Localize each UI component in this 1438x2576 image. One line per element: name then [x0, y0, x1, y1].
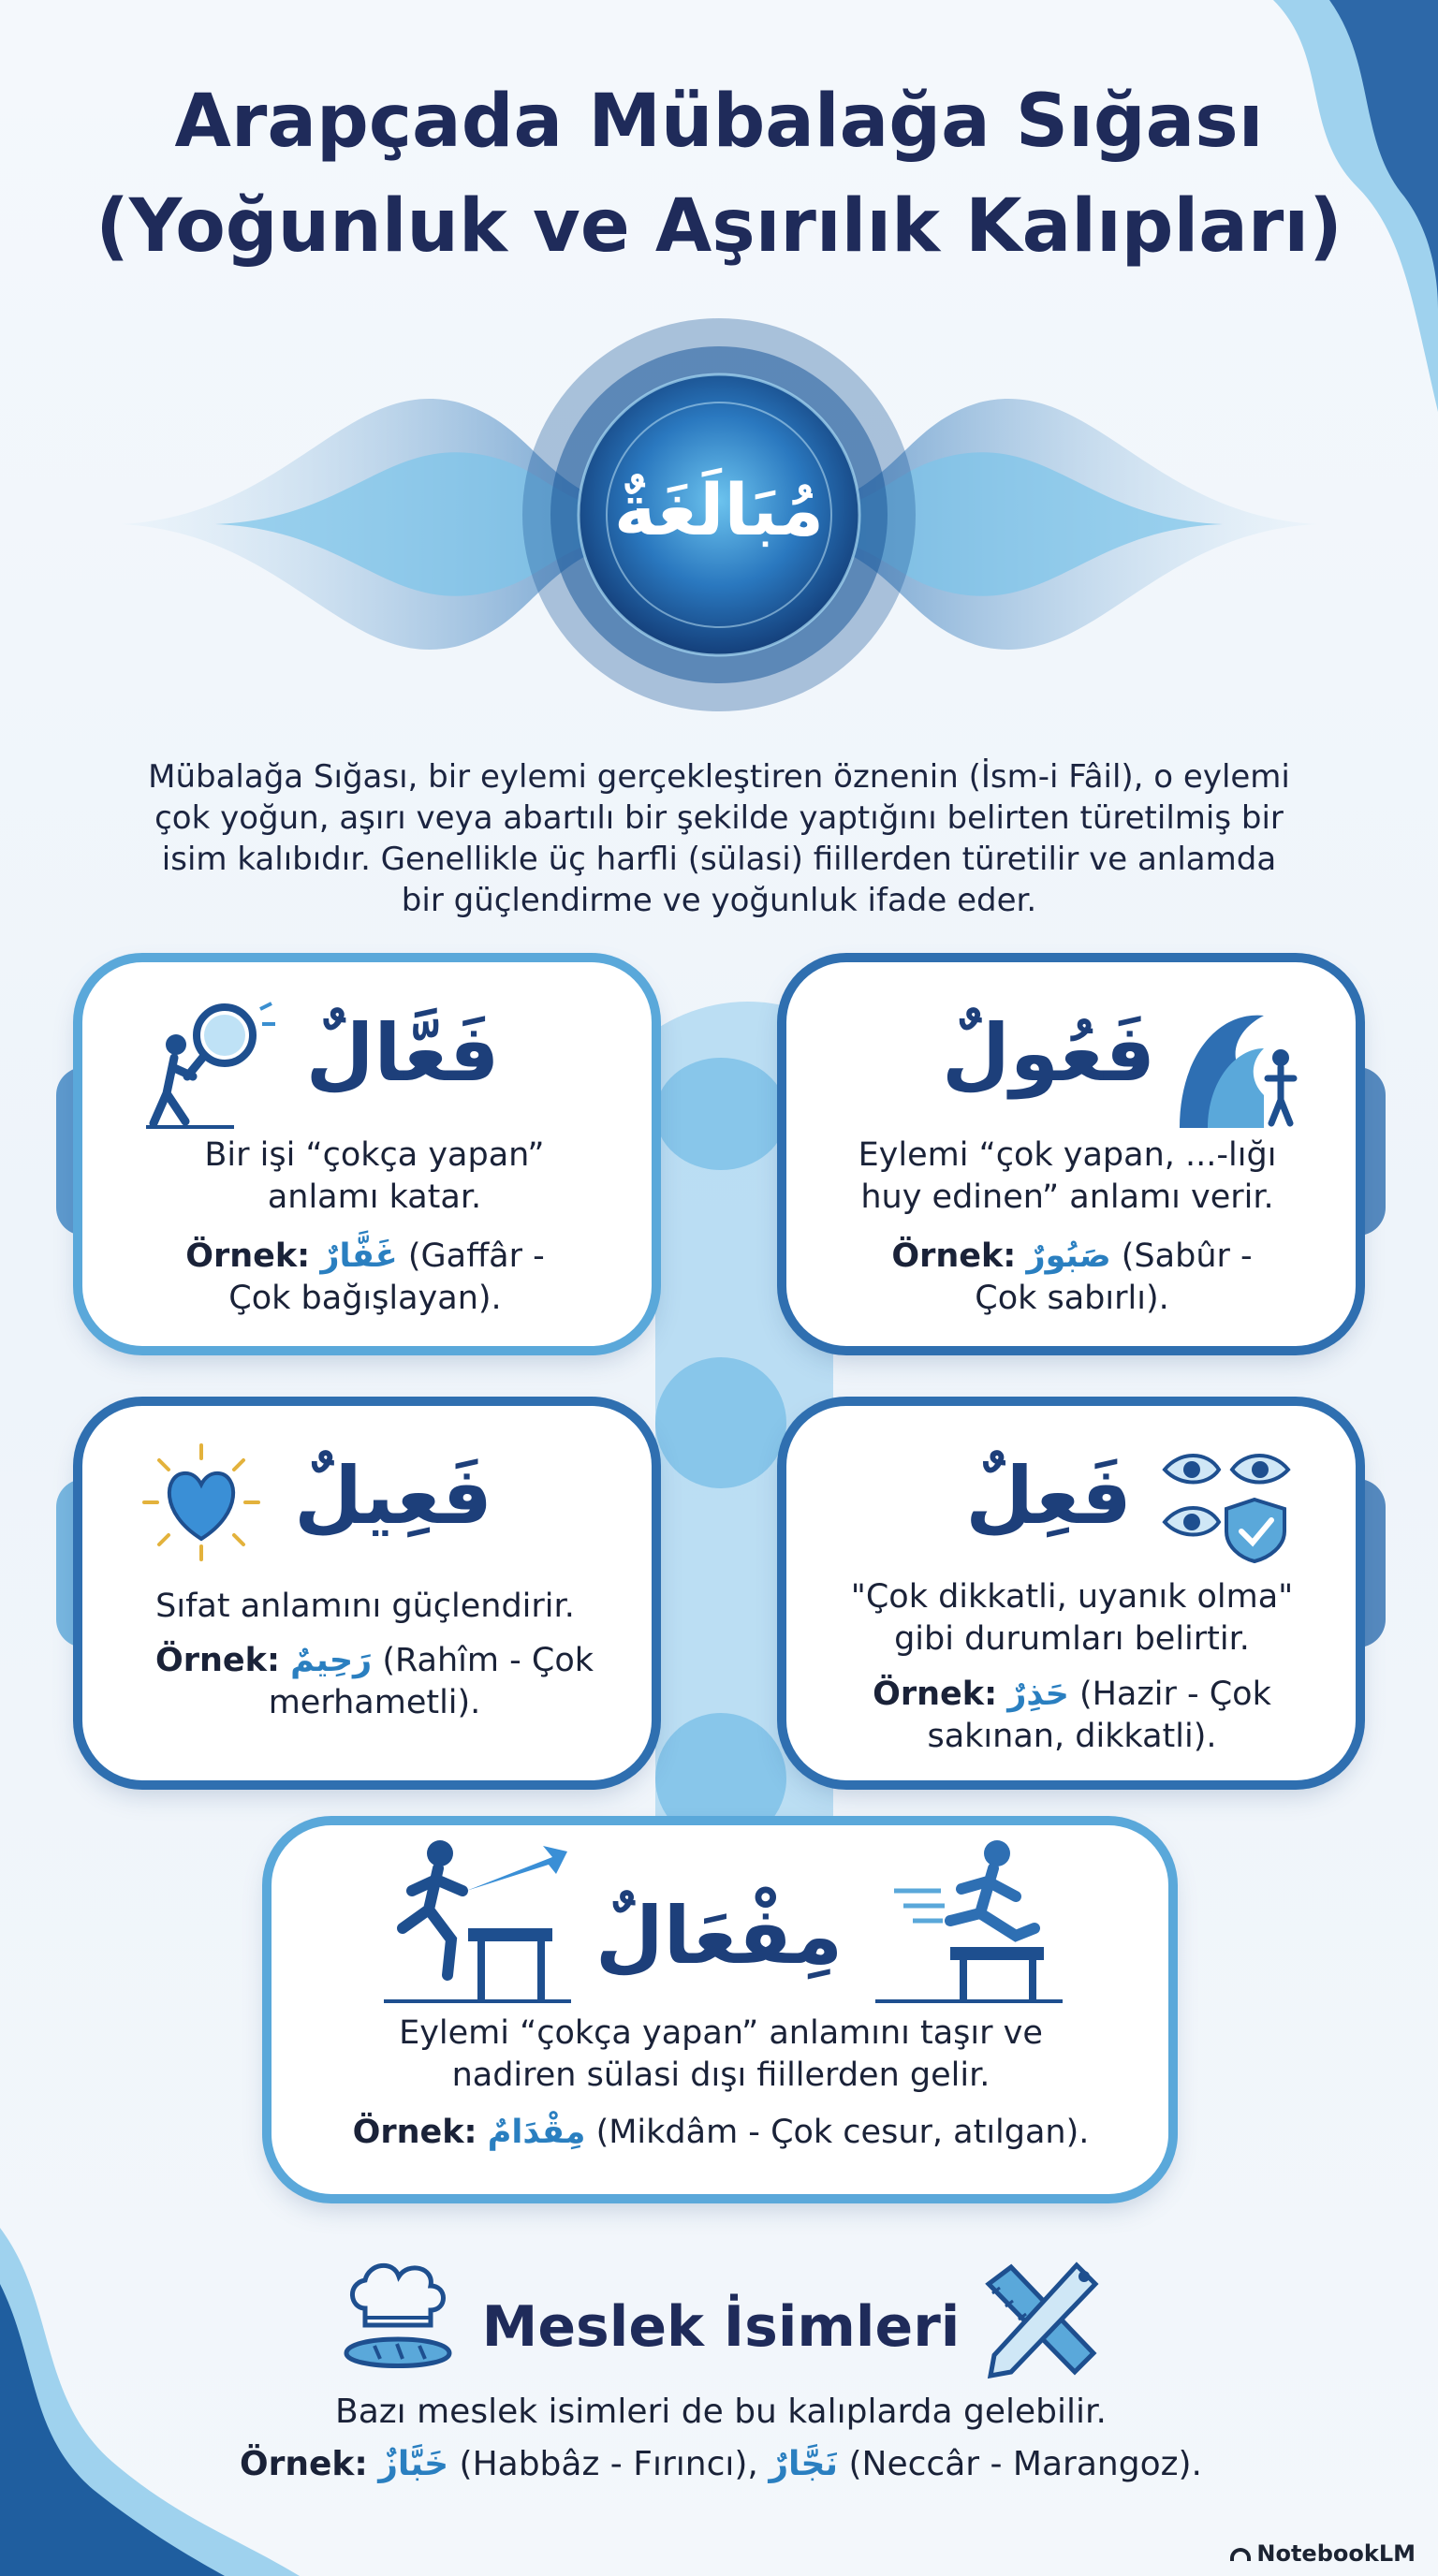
example-label: Örnek:: [352, 2114, 477, 2151]
intro-paragraph: Mübalağa Sığası, bir eylemi gerçekleştiren öznenin (İsm-i Fâil), o eylemi çok yoğun, aşırı veya abartılı bir şekilde yaptığını belirten türetilmiş bir isim kalıbıdır. Genellikle üç harfli (sülasi) fiillerden türetilir ve anlamda bir güçlendirme ve yoğunluk ifade eder.: [148, 758, 1290, 919]
example-arabic-gaffar: غَفَّارٌ: [320, 1237, 398, 1275]
saw-wood-icon: [974, 2256, 1105, 2387]
card-fail-short-example: [843, 1674, 1301, 1758]
hurdle-runner-icon: [875, 1835, 1063, 2003]
pattern-fail: فَعِيلٌ: [294, 1450, 492, 1542]
hurdle-runner-icon: [384, 1835, 571, 2003]
notebooklm-logo-icon: [1230, 2548, 1251, 2561]
card-fail-desc: Sıfat anlamını güçlendirir.: [155, 1588, 575, 1625]
heart-icon: [140, 1442, 262, 1563]
card-mifal-example: [309, 2112, 1133, 2154]
professions-examples: [159, 2443, 1283, 2485]
brand-label: NotebookLM: [1256, 2540, 1416, 2567]
card-mifal-desc: Eylemi “çokça yapan” anlamını taşır ve nadiren sülasi dışı fiillerden gelir.: [399, 2014, 1043, 2094]
example-text-rahim: (Rahîm - Çok merhametli).: [268, 1642, 594, 1721]
example-text-hazir: (Hazir - Çok sakınan, dikkatli).: [927, 1676, 1271, 1755]
example-label: Örnek:: [239, 2445, 368, 2483]
card-faal-desc: Bir işi “çokça yapan” anlamı katar.: [204, 1136, 545, 1216]
search-person-icon: [140, 990, 281, 1131]
example-arabic-rahim: رَحِيمٌ: [290, 1642, 373, 1679]
example-text-habbaz: (Habbâz - Fırıncı),: [459, 2445, 758, 2483]
example-label: Örnek:: [185, 1237, 311, 1275]
chef-hat-bread-icon: [337, 2256, 459, 2378]
example-text-neccar: (Neccâr - Marangoz).: [848, 2445, 1202, 2483]
example-arabic-mikdam: مِقْدَامٌ: [487, 2114, 586, 2151]
card-fail-example: [150, 1640, 599, 1724]
example-text-gaffar: (Gaffâr - Çok bağışlayan).: [228, 1237, 545, 1317]
notebooklm-brand: [1230, 2540, 1416, 2567]
pattern-fail-short: فَعِلٌ: [965, 1450, 1132, 1542]
card-fauul-desc: Eylemi “çok yapan, ...-lığı huy edinen” anlamı verir.: [858, 1136, 1277, 1216]
professions-title: Meslek İsimleri: [481, 2294, 961, 2360]
example-arabic-neccar: نَجَّارٌ: [769, 2445, 839, 2483]
example-text-mikdam: (Mikdâm - Çok cesur, atılgan).: [595, 2114, 1090, 2151]
example-arabic-sabur: صَبُورٌ: [1026, 1237, 1111, 1275]
example-label: Örnek:: [155, 1642, 280, 1679]
pattern-faal: فَعَّالٌ: [305, 1007, 500, 1099]
pattern-fauul: فَعُولٌ: [942, 1007, 1155, 1099]
page-title-line1: Arapçada Mübalağa Sığası: [174, 80, 1264, 164]
card-faal-example: [159, 1236, 571, 1320]
page-title-line2: (Yoğunluk ve Aşırılık Kalıpları): [95, 184, 1343, 269]
wave-person-icon: [1170, 992, 1311, 1133]
example-arabic-hazir: حَذِرٌ: [1007, 1676, 1069, 1713]
hero-arabic-word: مُبَالَغَةٌ: [613, 468, 825, 551]
example-text-sabur: (Sabûr - Çok sabırlı).: [975, 1237, 1253, 1317]
card-fail-short-desc: "Çok dikkatli, uyanık olma" gibi durumları belirtir.: [850, 1578, 1294, 1658]
example-arabic-habbaz: خَبَّازٌ: [378, 2445, 449, 2483]
card-fauul-example: [861, 1236, 1283, 1320]
pattern-mifal: مِفْعَالٌ: [594, 1890, 844, 1982]
example-label: Örnek:: [873, 1676, 998, 1713]
professions-desc: Bazı meslek isimleri de bu kalıplarda gelebilir.: [335, 2393, 1107, 2431]
example-label: Örnek:: [891, 1237, 1017, 1275]
eyes-shield-icon: [1161, 1442, 1292, 1563]
